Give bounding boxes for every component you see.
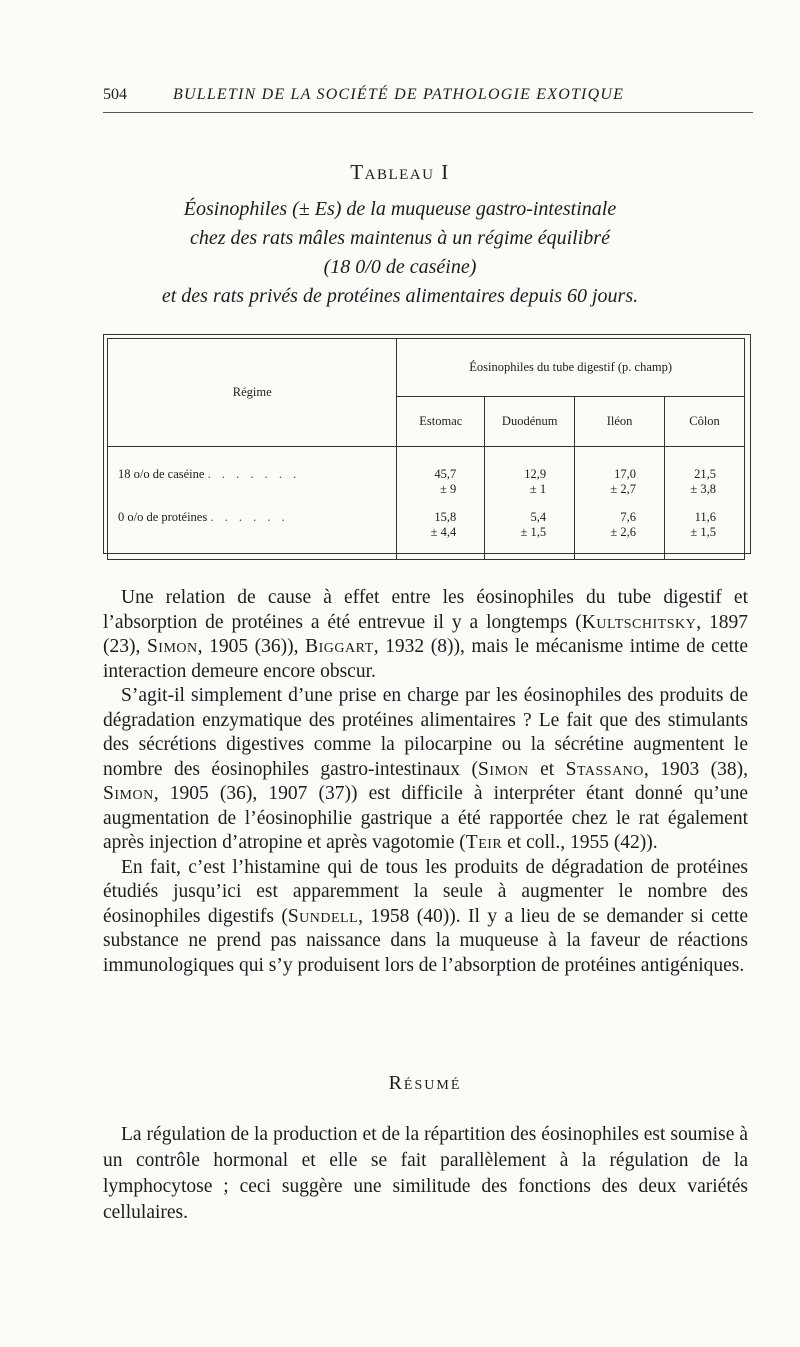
cell-mean: 11,6	[694, 510, 716, 524]
body-text	[103, 586, 748, 978]
table-cell	[485, 447, 575, 503]
column-header: Estomac	[397, 397, 485, 447]
column-header: Iléon	[575, 397, 665, 447]
table-cell	[397, 502, 485, 560]
author-name: Biggart	[305, 636, 374, 657]
row-label: 18 o/o de caséine	[118, 467, 205, 481]
author-name: Sundell	[287, 905, 359, 927]
cell-mean: 21,5	[694, 467, 716, 481]
cell-mean: 15,8	[434, 510, 457, 524]
column-header: Duodénum	[485, 397, 575, 447]
table-label: Tableau I	[350, 160, 450, 184]
author-name: Simon	[477, 758, 529, 780]
cell-mean: 17,0	[614, 467, 637, 481]
cell-es: ± 1,5	[690, 525, 716, 539]
table-title	[100, 195, 700, 311]
table-row	[108, 502, 745, 560]
table-title-line: (18 0/0 de caséine)	[323, 256, 477, 278]
journal-title: BULLETIN DE LA SOCIÉTÉ DE PATHOLOGIE EXOTIQUE	[173, 86, 625, 103]
cell-es: ± 1	[529, 482, 547, 496]
table-cell	[575, 502, 665, 560]
row-label: 0 o/o de protéines	[118, 510, 208, 524]
table-cell	[575, 447, 665, 503]
author-name: Simon	[103, 783, 154, 804]
cell-es: ± 2,6	[610, 525, 637, 539]
paragraph: En fait, c’est l’histamine qui de tous les produits de dégradation de protéines étudiés jusqu’ici est apparemment la seule à augmenter le nombre des éosinophiles digestifs (Sundell, 1958 (40)). Il y a lieu de se demander si cette substance ne prend pas naissance dans la muqueuse à la faveur de réactions immunologiques qui s’y produisent lors de l’absorption de protéines antigéniques.	[103, 856, 748, 976]
page-number: 504	[103, 86, 127, 103]
cell-es: ± 2,7	[610, 482, 637, 496]
table-cell	[397, 447, 485, 503]
table-cell	[665, 447, 745, 503]
paragraph: S’agit-il simplement d’une prise en charge par les éosinophiles des produits de dégradation enzymatique des protéines alimentaires ? Le fait que des stimulants des sécrétions digestives comme la pilocarpine ou la sécrétine augmentent le nombre des éosinophiles gastro-intestinaux (Simon et Stassano, 1903 (38), Simon, 1905 (36), 1907 (37)) est difficile à interpréter étant donné qu’une augmentation de l’éosinophilie gastrique a été rapportée chez le rat également après injection d’atropine et après vagotomie (Teir et coll., 1955 (42)).	[103, 685, 748, 853]
author-name: Teir	[465, 832, 503, 853]
table-caption	[100, 160, 700, 311]
table-cell	[485, 502, 575, 560]
table-cell	[665, 502, 745, 560]
author-name: Simon	[146, 636, 198, 657]
cell-es: ± 1,5	[520, 525, 547, 539]
row-header: Régime	[108, 339, 397, 447]
author-name: Stassano	[565, 758, 644, 780]
cell-es: ± 9	[440, 482, 457, 496]
column-header: Côlon	[665, 397, 745, 447]
group-header: Éosinophiles du tube digestif (p. champ)	[397, 339, 745, 397]
cell-mean: 7,6	[620, 510, 637, 524]
author-name: Kultschitsky	[581, 611, 697, 633]
cell-es: ± 3,8	[690, 482, 716, 496]
row-leaders: . . . . . .	[210, 510, 289, 524]
eosinophil-table-frame	[103, 334, 751, 554]
resume-paragraph: La régulation de la production et de la répartition des éosinophiles est soumise à un contrôle hormonal et elle se fait parallèlement à la régulation de la lymphocytose ; ceci suggère une similitude des fonctions des deux variétés cellulaires.	[103, 1124, 748, 1223]
cell-es: ± 4,4	[430, 525, 457, 539]
running-head	[103, 86, 753, 113]
table-title-line: et des rats privés de protéines alimentaires depuis 60 jours.	[161, 285, 639, 307]
table-title-line: chez des rats mâles maintenus à un régime équilibré	[190, 227, 610, 249]
table-row	[108, 447, 745, 503]
row-leaders: . . . . . . .	[207, 467, 301, 481]
cell-mean: 12,9	[524, 467, 547, 481]
table-title-line: Éosinophiles (± Es) de la muqueuse gastro-intestinale	[183, 198, 617, 220]
eosinophil-table	[107, 338, 745, 560]
paragraph: Une relation de cause à effet entre les éosinophiles du tube digestif et l’absorption de protéines a été entrevue il y a longtemps (Kultschitsky, 1897 (23), Simon, 1905 (36)), Biggart, 1932 (8)), mais le mécanisme intime de cette interaction demeure encore obscur.	[103, 587, 749, 682]
cell-mean: 45,7	[434, 467, 457, 481]
cell-mean: 5,4	[530, 510, 547, 524]
section-heading: Résumé	[388, 1072, 462, 1094]
